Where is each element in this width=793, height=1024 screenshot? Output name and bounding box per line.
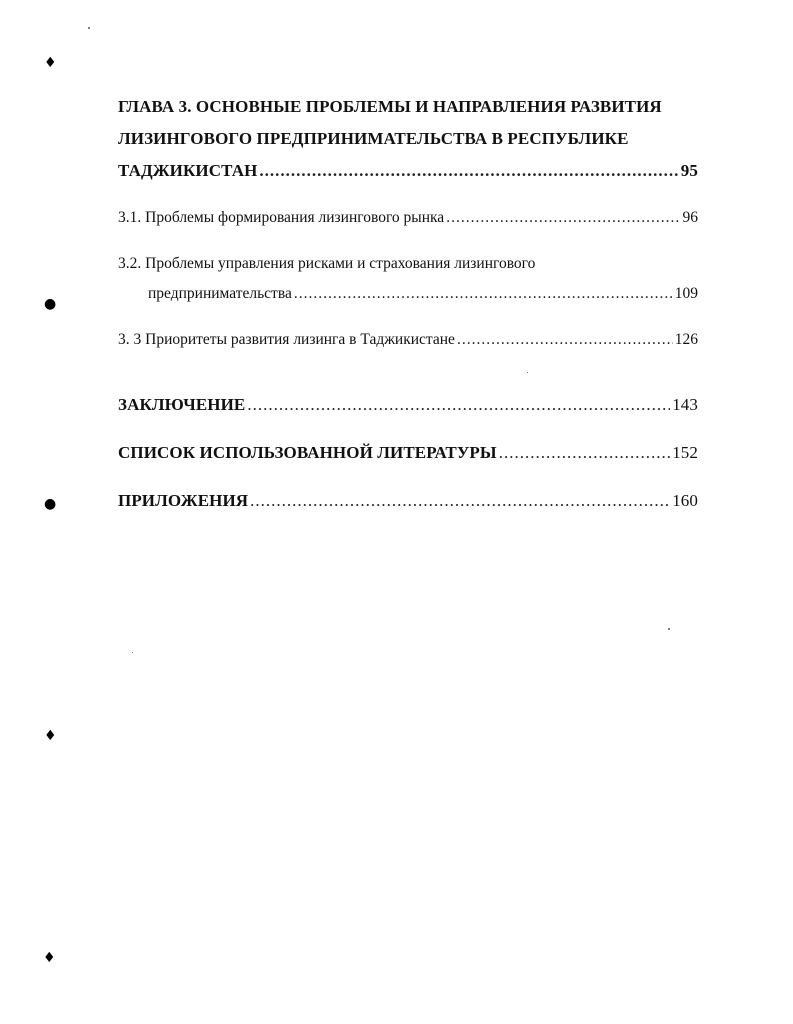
- toc-chapter-3[interactable]: [118, 91, 698, 187]
- scan-speck: [668, 628, 670, 630]
- binding-mark: ♦: [44, 55, 57, 71]
- toc-chapter-3-line-1: ГЛАВА 3. ОСНОВНЫЕ ПРОБЛЕМЫ И НАПРАВЛЕНИЯ РАЗВИТИЯ: [118, 97, 662, 116]
- dot-leader: [499, 437, 670, 469]
- toc-section-3-3[interactable]: [118, 329, 698, 351]
- page-number: 109: [674, 285, 698, 302]
- toc-entry-title: 3.2. Проблемы управления рисками и страхования лизингового: [118, 255, 536, 272]
- toc-section-3-1[interactable]: [118, 207, 698, 229]
- dot-leader: [446, 207, 680, 229]
- toc-chapter-3-line-3: ТАДЖИКИСТАН: [118, 161, 258, 180]
- dot-leader: [247, 389, 670, 421]
- page-number: 96: [682, 209, 698, 226]
- dot-leader: [294, 283, 673, 305]
- toc-entry-title: 3. 3 Приоритеты развития лизинга в Таджикистане: [118, 331, 455, 348]
- toc-entry-title: ПРИЛОЖЕНИЯ: [118, 491, 249, 510]
- page-number: 143: [672, 395, 698, 414]
- toc-references[interactable]: [118, 437, 698, 469]
- page-number: 152: [672, 443, 698, 462]
- binding-mark: ●: [44, 496, 57, 512]
- binding-mark: ♦: [44, 728, 57, 744]
- page-number: 95: [680, 161, 698, 180]
- scan-speck: [88, 27, 90, 29]
- dot-leader: [250, 485, 670, 517]
- toc-entry-title-cont: предпринимательства: [148, 285, 292, 302]
- page-number: 160: [672, 491, 698, 510]
- binding-mark: ♦: [43, 950, 56, 966]
- toc-entry-title: 3.1. Проблемы формирования лизингового рынка: [118, 209, 445, 226]
- toc-entry-title: ЗАКЛЮЧЕНИЕ: [118, 395, 246, 414]
- dot-leader: [457, 329, 673, 351]
- toc-section-3-2[interactable]: [118, 253, 698, 305]
- toc-appendix[interactable]: [118, 485, 698, 517]
- page-number: 126: [674, 331, 698, 348]
- dot-leader: [259, 155, 678, 187]
- table-of-contents: [118, 91, 698, 517]
- binding-mark: ●: [44, 296, 57, 312]
- toc-chapter-3-line-2: ЛИЗИНГОВОГО ПРЕДПРИНИМАТЕЛЬСТВА В РЕСПУБЛИКЕ: [118, 129, 629, 148]
- toc-conclusion[interactable]: [118, 389, 698, 421]
- toc-entry-title: СПИСОК ИСПОЛЬЗОВАННОЙ ЛИТЕРАТУРЫ: [118, 443, 497, 462]
- scan-speck: [132, 652, 133, 653]
